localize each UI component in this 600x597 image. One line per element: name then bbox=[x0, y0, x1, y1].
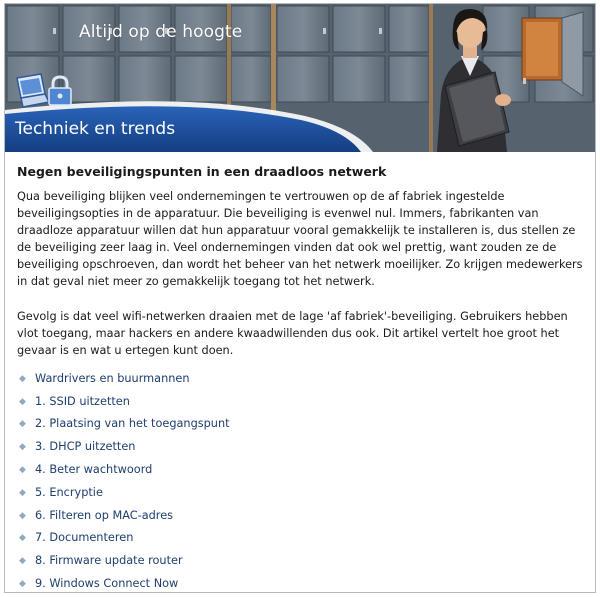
page-frame bbox=[4, 3, 596, 593]
list-item bbox=[17, 413, 585, 436]
bullet-icon: ◆ bbox=[19, 510, 26, 521]
list-item bbox=[17, 368, 585, 391]
padlock-icon bbox=[45, 74, 75, 108]
intro-paragraph: Qua beveiliging blijken veel ondernemingen te vertrouwen op de af fabriek ingestelde beveiligingsopties in de apparatuur. Die beveiliging is evenwel nul. Immers, fabrikanten van draadloze apparatuur willen dat hun apparatuur vooral gemakkelijk te installeren is, dus stellen ze de beveiliging zeer laag in. Veel ondernemingen vinden dat ook wel prettig, want zouden ze de beveiliging opschroeven, dan wordt het beheer van het netwerk moeilijker. Zo krijgen medewerkers in dat geval niet meer zo gemakkelijk toegang tot het netwerk. bbox=[17, 190, 583, 289]
list-item bbox=[17, 436, 585, 459]
bullet-icon: ◆ bbox=[19, 556, 26, 567]
bullet-icon: ◆ bbox=[19, 487, 26, 498]
bullet-icon: ◆ bbox=[19, 442, 26, 453]
banner-tagline: Altijd op de hoogte bbox=[79, 22, 243, 42]
header-banner bbox=[5, 4, 595, 152]
bullet-icon: ◆ bbox=[19, 533, 26, 544]
link-document[interactable]: 7. Documenteren bbox=[35, 531, 134, 545]
bullet-icon: ◆ bbox=[19, 396, 26, 407]
consequence-paragraph: Gevolg is dat veel wifi-netwerken draaien met de lage 'af fabriek'-beveiliging. Gebruikers hebben vlot toegang, maar hackers en andere kwaadwillenden dus ook. Dit artikel vertelt hoe groot het gevaar is en wat u ertegen kunt doen. bbox=[17, 309, 568, 357]
article-content bbox=[17, 164, 585, 593]
list-item bbox=[17, 505, 585, 528]
list-item bbox=[17, 391, 585, 414]
bullet-icon: ◆ bbox=[19, 373, 26, 384]
article-links-list bbox=[17, 368, 585, 593]
bullet-icon: ◆ bbox=[19, 579, 26, 590]
link-access-point[interactable]: 2. Plaatsing van het toegangspunt bbox=[35, 417, 230, 431]
link-firmware[interactable]: 8. Firmware update router bbox=[35, 554, 183, 568]
list-item bbox=[17, 527, 585, 550]
list-item bbox=[17, 459, 585, 482]
bullet-icon: ◆ bbox=[19, 465, 26, 476]
list-item bbox=[17, 550, 585, 573]
bullet-icon: ◆ bbox=[19, 419, 26, 430]
link-mac-filter[interactable]: 6. Filteren op MAC-adres bbox=[35, 508, 174, 522]
list-item bbox=[17, 573, 585, 593]
link-ssid[interactable]: 1. SSID uitzetten bbox=[35, 394, 130, 408]
link-dhcp[interactable]: 3. DHCP uitzetten bbox=[35, 440, 136, 454]
list-item bbox=[17, 482, 585, 505]
article-title: Negen beveiligingspunten in een draadloos netwerk bbox=[17, 164, 387, 179]
link-windows-connect-now[interactable]: 9. Windows Connect Now bbox=[35, 577, 179, 591]
link-encryption[interactable]: 5. Encryptie bbox=[35, 485, 103, 499]
link-wardrivers[interactable]: Wardrivers en buurmannen bbox=[35, 371, 190, 385]
section-title: Techniek en trends bbox=[15, 119, 176, 139]
link-password[interactable]: 4. Beter wachtwoord bbox=[35, 463, 153, 477]
